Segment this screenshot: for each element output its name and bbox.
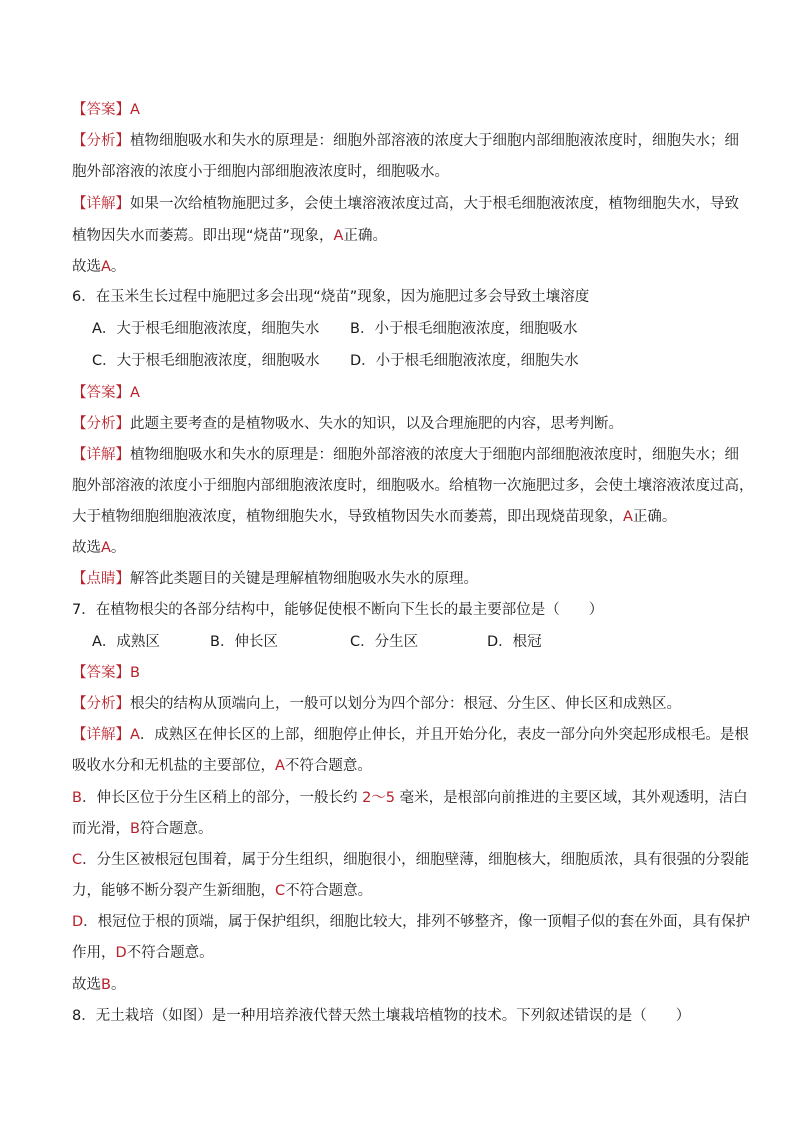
- body-text: 不符合题意。: [284, 758, 372, 774]
- body-text: 植物细胞吸水和失水的原理是：细胞外部溶液的浓度大于细胞内部细胞液浓度时，细胞失水；细: [130, 447, 739, 463]
- text-line: [72, 975, 732, 995]
- body-text: 正确。: [343, 228, 387, 244]
- body-text: ．分生区被根冠包围着，属于分生组织，细胞很小，细胞壁薄，细胞核大，细胞质浓，具有很强的分裂能: [82, 852, 750, 868]
- highlight-text: 【分析】: [72, 696, 130, 712]
- highlight-text: A: [130, 385, 140, 401]
- highlight-text: B: [72, 790, 82, 806]
- text-line: [72, 287, 732, 307]
- body-text: 故选: [72, 977, 101, 993]
- body-text: 6．在玉米生长过程中施肥过多会出现“烧苗”现象，因为施肥过多会导致土壤溶度: [72, 289, 590, 305]
- body-text: 正确。: [632, 509, 677, 525]
- highlight-text: B: [130, 665, 140, 681]
- text-line: [72, 445, 739, 465]
- answer-option: D．根冠: [487, 634, 542, 650]
- answer-option: A．大于根毛细胞液浓度，细胞失水: [92, 321, 320, 337]
- text-line: [72, 819, 732, 839]
- text-line: [72, 538, 732, 558]
- answer-option: D．小于根毛细胞液浓度，细胞失水: [350, 353, 579, 369]
- text-line: [72, 162, 732, 182]
- text-line: [72, 1006, 732, 1026]
- text-line: [72, 507, 732, 527]
- text-line: [72, 694, 732, 714]
- text-line: [72, 131, 739, 151]
- body-text: 作用，: [72, 945, 116, 961]
- highlight-text: A: [130, 102, 140, 118]
- body-text: 。: [110, 977, 126, 993]
- highlight-text: A: [623, 509, 633, 525]
- answer-option: C．分生区: [350, 634, 419, 650]
- answer-option: C．大于根毛细胞液浓度，细胞吸水: [92, 353, 320, 369]
- body-text: 胞外部溶液的浓度小于细胞内部细胞液浓度时，细胞吸水。给植物一次施肥过多，会使土壤溶液浓度过高，: [72, 478, 754, 494]
- highlight-text: A: [333, 228, 344, 244]
- highlight-text: A: [130, 727, 140, 743]
- body-text: 根尖的结构从顶端向上，一般可以划分为四个部分：根冠、分生区、伸长区和成熟区。: [130, 696, 681, 712]
- text-line: [72, 257, 732, 277]
- text-line: [72, 600, 732, 620]
- highlight-text: 【答案】: [72, 102, 130, 118]
- body-text: 解答此类题目的关键是理解植物细胞吸水失水的原理。: [130, 571, 478, 587]
- text-line: [72, 100, 732, 120]
- body-text: 不符合题意。: [285, 883, 373, 899]
- highlight-text: 【分析】: [72, 133, 130, 149]
- highlight-text: A: [101, 540, 111, 556]
- body-text: 故选: [72, 259, 101, 275]
- text-line: [72, 194, 739, 214]
- text-line: [72, 943, 732, 963]
- body-text: 不符合题意。: [126, 945, 214, 961]
- highlight-text: D: [72, 914, 84, 930]
- highlight-text: 【点睛】: [72, 571, 130, 587]
- body-text: 毫米，是根部向前推进的主要区域，其外观透明，洁白: [395, 790, 748, 806]
- body-text: 8．无土栽培（如图）是一种用培养液代替天然土壤栽培植物的技术。下列叙述错误的是（ ）: [72, 1008, 691, 1024]
- body-text: ．成熟区在伸长区的上部，细胞停止伸长，并且开始分化，表皮一部分向外突起形成根毛。是根: [139, 727, 749, 743]
- body-text: 植物因失水而萎蔫。即出现“烧苗”现象，: [72, 228, 334, 244]
- highlight-text: 【答案】: [72, 385, 130, 401]
- text-line: [72, 476, 754, 496]
- body-text: 故选: [72, 540, 101, 556]
- body-text: 。: [110, 540, 126, 556]
- highlight-text: 【详解】: [72, 196, 130, 212]
- highlight-text: B: [130, 821, 140, 837]
- answer-option: A．成熟区: [92, 634, 160, 650]
- highlight-text: A: [101, 259, 111, 275]
- body-text: 吸收水分和无机盐的主要部位，: [72, 758, 275, 774]
- body-text: 大于植物细胞细胞液浓度，植物细胞失水，导致植物因失水而萎蔫，即出现烧苗现象，: [72, 509, 623, 525]
- highlight-text: 2～5: [362, 790, 396, 806]
- highlight-text: A: [275, 758, 285, 774]
- highlight-text: 【详解】: [72, 447, 130, 463]
- highlight-text: 【答案】: [72, 665, 130, 681]
- highlight-text: 【分析】: [72, 416, 130, 432]
- body-text: 胞外部溶液的浓度小于细胞内部细胞液浓度时，细胞吸水。: [72, 164, 449, 180]
- body-text: 此题主要考查的是植物吸水、失水的知识，以及合理施肥的内容，思考判断。: [130, 416, 623, 432]
- text-line: [72, 756, 732, 776]
- highlight-text: C: [275, 883, 286, 899]
- body-text: 符合题意。: [139, 821, 213, 837]
- body-text: 植物细胞吸水和失水的原理是：细胞外部溶液的浓度大于细胞内部细胞液浓度时，细胞失水；细: [130, 133, 739, 149]
- text-line: [72, 226, 732, 246]
- body-text: 如果一次给植物施肥过多，会使土壤溶液浓度过高，大于根毛细胞液浓度，植物细胞失水，导致: [130, 196, 739, 212]
- text-line: [72, 788, 748, 808]
- text-line: [72, 414, 732, 434]
- body-text: ．伸长区位于分生区稍上的部分，一般长约: [81, 790, 363, 806]
- highlight-text: 【详解】: [72, 727, 130, 743]
- text-line: [72, 663, 732, 683]
- highlight-text: D: [115, 945, 127, 961]
- highlight-text: B: [101, 977, 111, 993]
- text-line: [72, 881, 732, 901]
- text-line: [72, 383, 732, 403]
- text-line: [72, 850, 750, 870]
- body-text: ．根冠位于根的顶端，属于保护组织，细胞比较大，排列不够整齐，像一顶帽子似的套在外面，具有保护: [83, 914, 751, 930]
- body-text: 力，能够不断分裂产生新细胞，: [72, 883, 275, 899]
- answer-option: B．小于根毛细胞液浓度，细胞吸水: [350, 321, 578, 337]
- body-text: 而光滑，: [72, 821, 130, 837]
- body-text: 。: [110, 259, 126, 275]
- text-line: [72, 569, 732, 589]
- answer-option: B．伸长区: [210, 634, 278, 650]
- text-line: [72, 725, 749, 745]
- body-text: 7．在植物根尖的各部分结构中，能够促使根不断向下生长的最主要部位是（ ）: [72, 602, 604, 618]
- highlight-text: C: [72, 852, 83, 868]
- text-line: [72, 912, 751, 932]
